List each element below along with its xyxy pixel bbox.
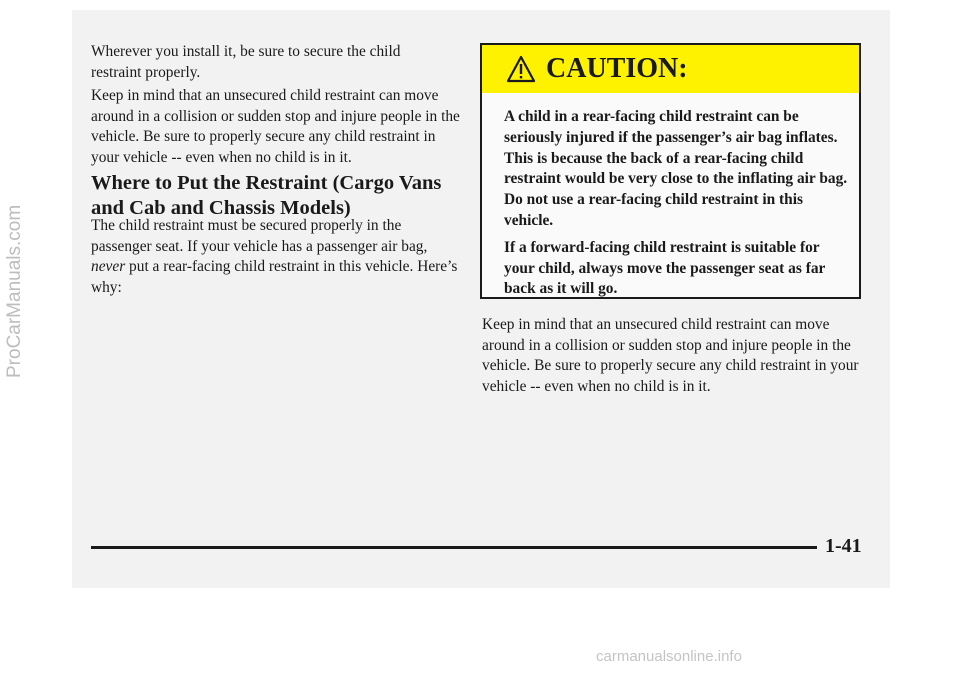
right-unsecured-paragraph: Keep in mind that an unsecured child restraint can move around in a collision or sudden stop and injure people in the vehicle. Be sure to properly secure any child restraint in your vehicle -- even when no child is in it. [482, 316, 859, 395]
placement-paragraph [91, 216, 463, 298]
caution-title-row [506, 52, 688, 86]
caution-body [504, 107, 850, 306]
caution-title: CAUTION: [546, 53, 688, 84]
page-number: 1-41 [825, 535, 862, 557]
placement-text-end: put a rear-facing child restraint in this vehicle. Here’s why: [91, 258, 458, 296]
caution-paragraph-2: If a forward-facing child restraint is suitable for your child, always move the passenger seat as far back as it will go. [504, 238, 826, 298]
watermark-text: ProCarManuals.com [4, 204, 25, 378]
side-watermark [0, 0, 26, 676]
footer-rule [91, 546, 817, 549]
caution-header [482, 45, 859, 93]
footer-url-watermark: carmanualsonline.info [596, 648, 742, 665]
caution-box [480, 43, 861, 299]
install-paragraph: Wherever you install it, be sure to secure the child restraint properly. [91, 43, 401, 81]
placement-text-start: The child restraint must be secured properly in the passenger seat. If your vehicle has a passenger air bag, [91, 217, 428, 255]
warning-triangle-icon [506, 55, 536, 83]
caution-paragraph-1: A child in a rear-facing child restraint can be seriously injured if the passenger’s air bag inflates. This is because the back of a rear-facing child restraint would be very close to the inflating air bag. Do not use a rear-facing child restraint in this vehicle. [504, 108, 848, 229]
unsecured-restraint-paragraph: Keep in mind that an unsecured child restraint can move around in a collision or sudden stop and injure people in the vehicle. Be sure to properly secure any child restraint in your vehicle -- even when no child is in it. [91, 87, 460, 166]
section-heading: Where to Put the Restraint (Cargo Vans and Cab and Chassis Models) [91, 172, 442, 219]
never-emphasis: never [91, 258, 126, 275]
